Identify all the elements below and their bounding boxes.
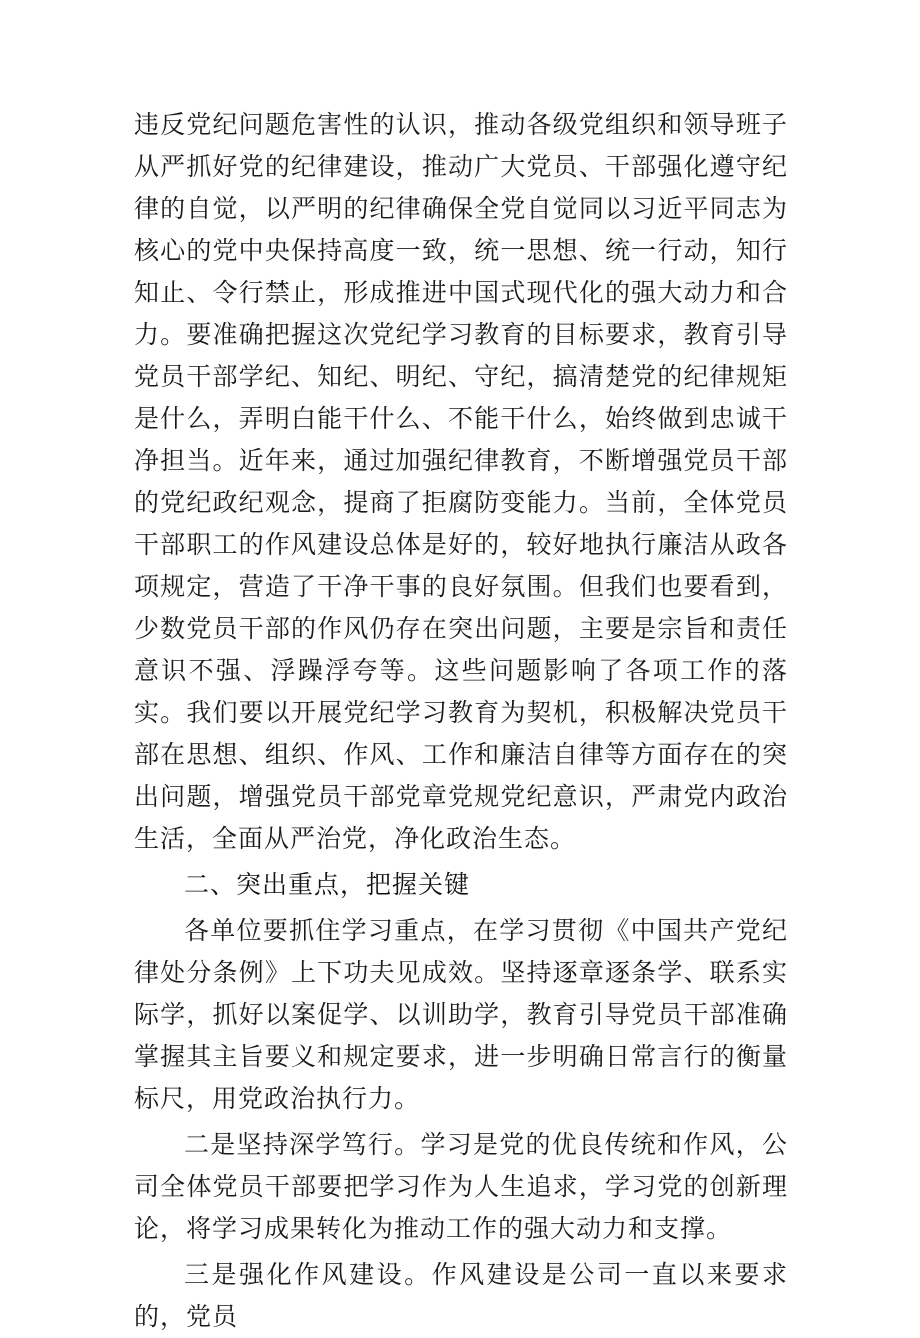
document-body (134, 104, 788, 1338)
paragraph-section-intro: 各单位要抓住学习重点，在学习贯彻《中国共产党纪律处分条例》上下功夫见成效。坚持逐章逐条学、联系实际学，抓好以案促学、以训助学，教育引导党员干部准确掌握其主旨要义和规定要求，进一步明确日常言行的衡量标尺，用党政治执行力。 (134, 916, 788, 1113)
section-heading: 二、突出重点，把握关键 (184, 870, 471, 899)
paragraph-point-two: 二是坚持深学笃行。学习是党的优良传统和作风，公司全体党员干部要把学习作为人生追求，学习党的创新理论，将学习成果转化为推动工作的强大动力和支撑。 (134, 1130, 788, 1243)
paragraph-continuation: 违反党纪问题危害性的认识，推动各级党组织和领导班子从严抓好党的纪律建设，推动广大党员、干部强化遵守纪律的自觉，以严明的纪律确保全党自觉同以习近平同志为核心的党中央保持高度一致，统一思想、统一行动，知行知止、令行禁止，形成推进中国式现代化的强大动力和合力。要准确把握这次党纪学习教育的目标要求，教育引导党员干部学纪、知纪、明纪、守纪，搞清楚党的纪律规矩是什么，弄明白能干什么、不能干什么，始终做到忠诚干净担当。近年来，通过加强纪律教育，不断增强党员干部的党纪政纪观念，提商了拒腐防变能力。当前，全体党员干部职工的作风建设总体是好的，较好地执行廉洁从政各项规定，营造了干净干事的良好氛围。但我们也要看到，少数党员干部的作风仍存在突出问题，主要是宗旨和责任意识不强、浮躁浮夸等。这些问题影响了各项工作的落实。我们要以开展党纪学习教育为契机，积极解决党员干部在思想、组织、作风、工作和廉洁自律等方面存在的突出问题，增强党员干部党章党规党纪意识，严肃党内政治生活，全面从严治党，净化政治生态。 (134, 110, 788, 853)
paragraph-point-three: 三是强化作风建设。作风建设是公司一直以来要求的，党员 (134, 1260, 788, 1331)
